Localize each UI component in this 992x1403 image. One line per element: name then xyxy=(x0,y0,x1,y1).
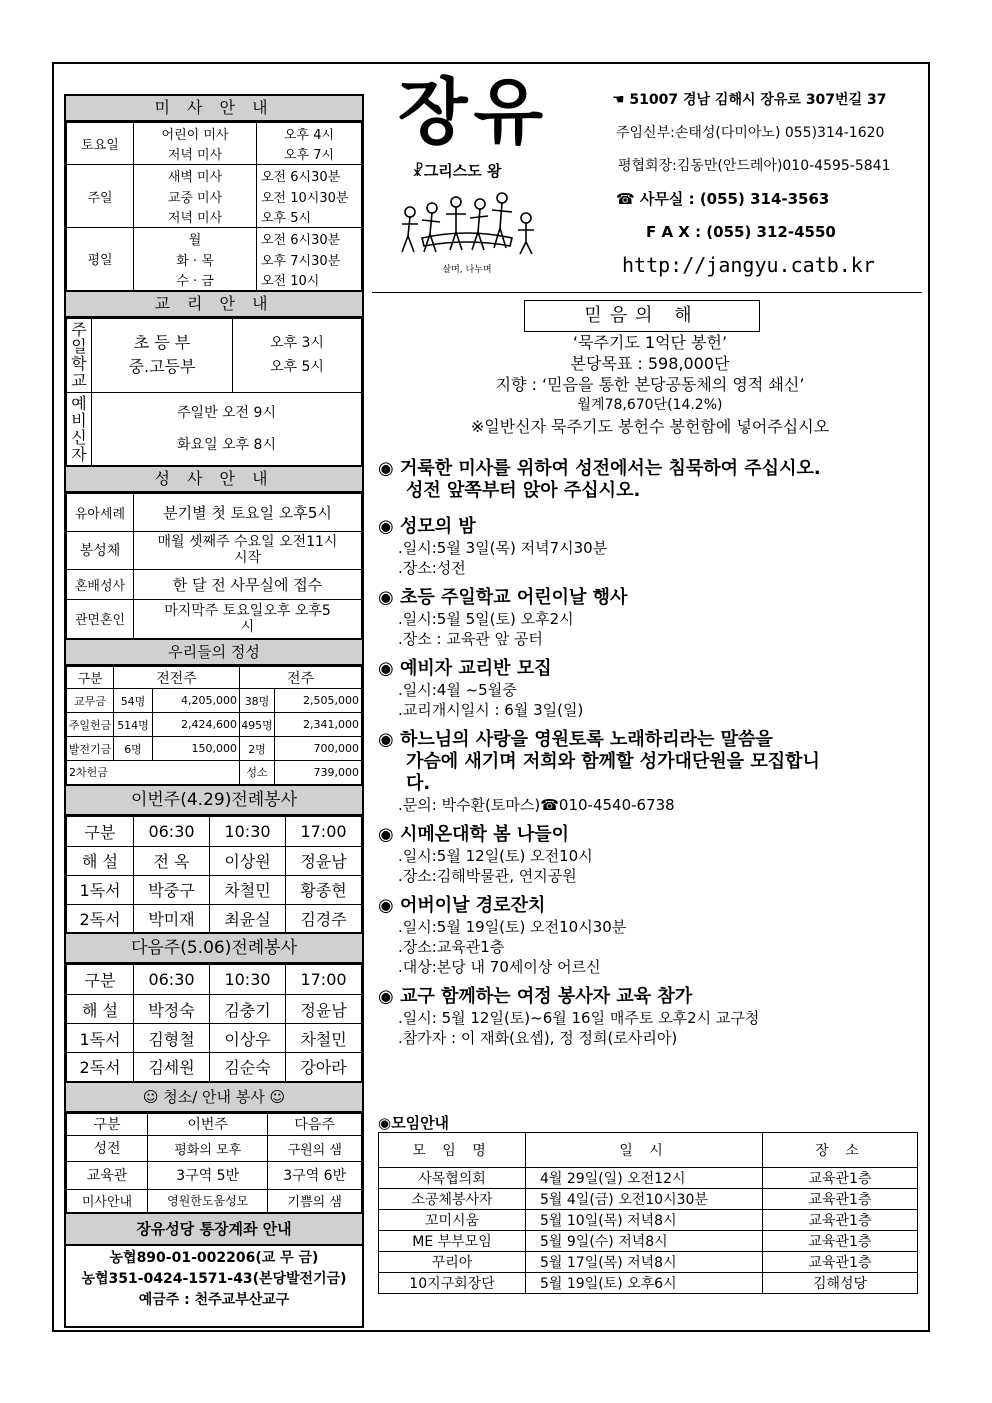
meeting-place: 교육관1층 xyxy=(763,1252,918,1273)
service-next-title: 다음주(5.06)전례봉사 xyxy=(66,934,362,964)
cleaning-title: ☺ 청소/ 안내 봉사 ☺ xyxy=(66,1083,362,1113)
cleaning-group: 기쁨의 샘 xyxy=(268,1189,362,1213)
notice-detail: .장소:성전 xyxy=(398,559,466,577)
service-person: 차철민 xyxy=(286,1024,362,1053)
service-header: 구분 xyxy=(67,816,134,846)
service-header: 06:30 xyxy=(134,965,210,995)
service-header: 10:30 xyxy=(210,965,286,995)
offering-header: 전주 xyxy=(240,667,362,689)
meetings-header: 장 소 xyxy=(763,1133,918,1168)
sacrament-label: 관면혼인 xyxy=(67,599,134,639)
notice-detail: .일시: 5월 12일(토)~6월 16일 매주토 오후2시 교구청 xyxy=(398,1009,760,1027)
service-role: 2독서 xyxy=(67,1053,134,1082)
service-person: 이상우 xyxy=(210,1024,286,1053)
mass-name: 저녁 미사 xyxy=(134,207,257,228)
website-link[interactable]: http://jangyu.catb.kr xyxy=(622,253,875,277)
account-line: 예금주 : 천주교부산교구 xyxy=(138,1292,290,1308)
service-person: 전 옥 xyxy=(134,846,210,875)
notice-detail: .일시:5월 5일(토) 오후2시 xyxy=(398,610,574,628)
office-phone: ☎ 사무실 : (055) 314-3563 xyxy=(616,190,830,208)
faith-line: ‘묵주기도 1억단 봉헌’ xyxy=(572,333,728,352)
offering-table xyxy=(66,666,362,786)
notice-title: ◉ 시메온대학 봄 나들이 xyxy=(378,824,569,845)
notice-title: ◉ 초등 주일학교 어린이날 행사 xyxy=(378,587,628,608)
notice xyxy=(378,895,918,977)
council-contact: 평협회장:김동만(안드레아)010-4595-5841 xyxy=(618,158,891,174)
service-role: 1독서 xyxy=(67,1024,134,1053)
service-this-title: 이번주(4.29)전례봉사 xyxy=(66,786,362,816)
offering-amount: 700,000 xyxy=(275,737,362,761)
meeting-time: 5월 10일(목) 저녁8시 xyxy=(526,1210,763,1231)
offering-header: 구분 xyxy=(67,667,114,689)
cleaning-table xyxy=(66,1113,362,1215)
community-drawing xyxy=(392,188,542,278)
mass-name: 새벽 미사 xyxy=(134,165,257,186)
meeting-time: 4월 29일(일) 오전12시 xyxy=(526,1168,763,1189)
meeting-place: 김해성당 xyxy=(763,1273,918,1294)
account-info xyxy=(66,1246,362,1311)
sacrament-value: 마지막주 토요일오후 오후5시 xyxy=(134,599,362,639)
mass-time: 오후 5시 xyxy=(257,207,362,228)
sacrament-title: 성 사 안 내 xyxy=(66,467,362,493)
offering-amount: 150,000 xyxy=(153,737,240,761)
faith-line: 지향 : ‘믿음을 통한 본당공동체의 영적 쇄신’ xyxy=(495,375,805,394)
divider xyxy=(372,292,922,293)
notice-detail: .장소 : 교육관 앞 공터 xyxy=(398,630,543,648)
meetings-header: 일 시 xyxy=(526,1133,763,1168)
meeting-place: 교육관1층 xyxy=(763,1231,918,1252)
cleaning-header: 이번주 xyxy=(148,1113,268,1135)
sunday-school-label: 주일학교 xyxy=(67,318,92,392)
mass-time: 오전 6시30분 xyxy=(257,228,362,249)
notice-detail: .장소:교육관1층 xyxy=(398,938,505,956)
meeting-name: 사목협의회 xyxy=(379,1168,526,1189)
notice-detail: .교리개시일시 : 6월 3일(일) xyxy=(398,701,584,719)
mass-time: 오후 7시30분 xyxy=(257,249,362,270)
mass-time: 오전 10시 xyxy=(257,270,362,291)
notice-detail: .문의: 박수환(토마스)☎010-4540-6738 xyxy=(398,796,675,814)
catechumen-class: 주일반 오전 9시 xyxy=(177,404,276,421)
parish-subtitle: ☧그리스도 왕 xyxy=(412,162,502,180)
service-next-table xyxy=(66,964,362,1083)
parish-name: 장유 xyxy=(398,69,550,154)
address: ☚ 51007 경남 김해시 장유로 307번길 37 xyxy=(612,92,887,108)
service-person: 김경주 xyxy=(286,904,362,933)
service-role: 1독서 xyxy=(67,875,134,904)
notice xyxy=(378,824,918,886)
cleaning-group: 3구역 5반 xyxy=(148,1161,268,1189)
service-person: 김형철 xyxy=(134,1024,210,1053)
meeting-name: 꾸리아 xyxy=(379,1252,526,1273)
mass-name: 수 · 금 xyxy=(134,270,257,291)
notice xyxy=(378,458,918,502)
mass-name: 저녁 미사 xyxy=(134,144,257,165)
service-person: 정윤남 xyxy=(286,846,362,875)
service-person: 김세원 xyxy=(134,1053,210,1082)
notice-title: ◉ 교구 함께하는 여정 봉사자 교육 참가 xyxy=(378,986,693,1007)
mass-name: 교중 미사 xyxy=(134,186,257,207)
meetings-title: ◉모임안내 xyxy=(378,1114,450,1132)
notice-title: ◉ 예비자 교리반 모집 xyxy=(378,658,552,679)
service-header: 17:00 xyxy=(286,816,362,846)
faith-line: 본당목표 : 598,000단 xyxy=(570,354,730,373)
notice-detail: .대상:본당 내 70세이상 어르신 xyxy=(398,958,601,976)
mass-name: 화 · 목 xyxy=(134,249,257,270)
service-person: 김충기 xyxy=(210,995,286,1024)
service-header: 17:00 xyxy=(286,965,362,995)
notice-detail: .일시:5월 3일(목) 저녁7시30분 xyxy=(398,539,608,557)
notice-title: ◉ 하느님의 사랑을 영원토록 노래하리라는 말씀을 xyxy=(378,729,773,750)
sunday-label: 주일 xyxy=(67,165,134,228)
notice xyxy=(378,516,918,578)
offering-count: 2명 xyxy=(240,737,275,761)
contact-block xyxy=(612,84,891,282)
notice-detail: .일시:4월 ~5월중 xyxy=(398,681,517,699)
doctrine-table xyxy=(66,318,362,467)
right-column xyxy=(372,64,928,1330)
notice-title: ◉ 거룩한 미사를 위하여 성전에서는 침묵하여 주십시오. xyxy=(378,458,821,479)
meeting-time: 5월 17일(목) 저녁8시 xyxy=(526,1252,763,1273)
catechumen-class: 화요일 오후 8시 xyxy=(177,436,276,453)
account-line: 농협890-01-002206(교 무 금) xyxy=(109,1250,319,1266)
offering-label: 발전기금 xyxy=(67,737,114,761)
cleaning-group: 평화의 모후 xyxy=(148,1135,268,1161)
service-role: 해 설 xyxy=(67,846,134,875)
notice-detail: .참가자 : 이 재화(요셉), 정 정희(로사리아) xyxy=(398,1029,678,1047)
mass-title: 미 사 안 내 xyxy=(66,96,362,122)
service-person: 박미재 xyxy=(134,904,210,933)
offering-count: 6명 xyxy=(114,737,153,761)
weekday-label: 평일 xyxy=(67,228,134,291)
notice xyxy=(378,986,918,1048)
service-person: 박중구 xyxy=(134,875,210,904)
offering-count: 54명 xyxy=(114,689,153,713)
meeting-place: 교육관1층 xyxy=(763,1189,918,1210)
sacrament-value: 한 달 전 사무실에 접수 xyxy=(134,569,362,599)
doctrine-title: 교 리 안 내 xyxy=(66,292,362,318)
offering-count: 38명 xyxy=(240,689,275,713)
sacrament-label: 봉성체 xyxy=(67,531,134,569)
second-collection-purpose: 성소 xyxy=(240,761,275,785)
service-person: 이상원 xyxy=(210,846,286,875)
service-header: 구분 xyxy=(67,965,134,995)
meeting-place: 교육관1층 xyxy=(763,1168,918,1189)
faith-year-title: 믿음의 해 xyxy=(524,300,760,332)
cleaning-area: 미사안내 xyxy=(67,1189,148,1213)
cleaning-header: 다음주 xyxy=(268,1113,362,1135)
service-person: 황종현 xyxy=(286,875,362,904)
offering-amount: 2,424,600 xyxy=(153,713,240,737)
cleaning-group: 3구역 6반 xyxy=(268,1161,362,1189)
service-person: 차철민 xyxy=(210,875,286,904)
notice-detail: .일시:5월 19일(토) 오전10시30분 xyxy=(398,918,627,936)
fax: F A X : (055) 312-4550 xyxy=(646,223,836,241)
account-line: 농협351-0424-1571-43(본당발전기금) xyxy=(81,1271,347,1287)
notice-title: ◉ 어버이날 경로잔치 xyxy=(378,895,546,916)
notice-detail: .장소:김해박물관, 연지공원 xyxy=(398,867,577,885)
sacrament-table xyxy=(66,493,362,641)
school-group: 중.고등부 xyxy=(128,357,196,376)
meeting-name: ME 부부모임 xyxy=(379,1231,526,1252)
catechumen-label: 예비신자 xyxy=(67,392,92,466)
notice-title-cont: 가슴에 새기며 저희와 함께할 성가대단원을 모집합니다. xyxy=(406,751,820,794)
cleaning-header: 구분 xyxy=(67,1113,148,1135)
notice xyxy=(378,658,918,720)
cleaning-area: 성전 xyxy=(67,1135,148,1161)
drawing-caption: 살며, 나누며 xyxy=(442,265,492,275)
offering-title: 우리들의 정성 xyxy=(66,640,362,666)
service-role: 2독서 xyxy=(67,904,134,933)
meeting-place: 교육관1층 xyxy=(763,1210,918,1231)
sacrament-label: 혼배성사 xyxy=(67,569,134,599)
offering-count: 514명 xyxy=(114,713,153,737)
school-time: 오후 5시 xyxy=(270,359,324,375)
service-header: 10:30 xyxy=(210,816,286,846)
mass-name: 어린이 미사 xyxy=(134,123,257,144)
notice-title: ◉ 성모의 밤 xyxy=(378,516,476,537)
offering-count: 495명 xyxy=(240,713,275,737)
offering-amount: 2,341,000 xyxy=(275,713,362,737)
account-title: 장유성당 통장계좌 안내 xyxy=(66,1214,362,1246)
mass-time: 오전 10시30분 xyxy=(257,186,362,207)
service-person: 김순숙 xyxy=(210,1053,286,1082)
faith-line: 월계78,670단(14.2%) xyxy=(577,397,723,413)
notice xyxy=(378,729,918,815)
mass-time: 오전 6시30분 xyxy=(257,165,362,186)
meeting-name: 10지구회장단 xyxy=(379,1273,526,1294)
service-person: 박정숙 xyxy=(134,995,210,1024)
pastor-contact: 주임신부:손태성(다미아노) 055)314-1620 xyxy=(616,125,885,141)
offering-amount: 4,205,000 xyxy=(153,689,240,713)
saturday-label: 토요일 xyxy=(67,123,134,165)
sacrament-value: 분기별 첫 토요일 오후5시 xyxy=(134,493,362,531)
service-this-table xyxy=(66,816,362,935)
cleaning-group: 영원한도움성모 xyxy=(148,1189,268,1213)
notice-title-cont: 성전 앞쪽부터 앉아 주십시오. xyxy=(406,480,641,501)
notices xyxy=(378,458,918,1057)
second-collection-label: 2차헌금 xyxy=(67,761,240,785)
offering-header: 전전주 xyxy=(114,667,240,689)
meeting-time: 5월 4일(금) 오전10시30분 xyxy=(526,1189,763,1210)
meetings-table xyxy=(378,1132,918,1294)
sacrament-value: 매월 셋째주 수요일 오전11시시작 xyxy=(134,531,362,569)
meetings-header: 모 임 명 xyxy=(379,1133,526,1168)
offering-label: 교무금 xyxy=(67,689,114,713)
meeting-time: 5월 19일(토) 오후6시 xyxy=(526,1273,763,1294)
second-collection-amount: 739,000 xyxy=(275,761,362,785)
left-column xyxy=(64,94,364,1328)
offering-label: 주일헌금 xyxy=(67,713,114,737)
cleaning-area: 교육관 xyxy=(67,1161,148,1189)
meeting-name: 꼬미시움 xyxy=(379,1210,526,1231)
offering-amount: 2,505,000 xyxy=(275,689,362,713)
service-role: 해 설 xyxy=(67,995,134,1024)
faith-line: ※일반신자 묵주기도 봉헌수 봉헌함에 넣어주십시오 xyxy=(470,417,830,436)
service-person: 최윤실 xyxy=(210,904,286,933)
mass-name: 월 xyxy=(134,228,257,249)
sacrament-label: 유아세례 xyxy=(67,493,134,531)
faith-year-info xyxy=(372,332,928,437)
bulletin-page xyxy=(52,62,930,1332)
mass-table xyxy=(66,122,362,292)
service-header: 06:30 xyxy=(134,816,210,846)
meeting-name: 소공체봉사자 xyxy=(379,1189,526,1210)
notice xyxy=(378,587,918,649)
mass-time: 오후 4시 xyxy=(257,123,362,144)
cleaning-group: 구원의 샘 xyxy=(268,1135,362,1161)
school-time: 오후 3시 xyxy=(270,335,324,351)
meeting-time: 5월 9일(수) 저녁8시 xyxy=(526,1231,763,1252)
service-person: 강아라 xyxy=(286,1053,362,1082)
notice-detail: .일시:5월 12일(토) 오전10시 xyxy=(398,847,593,865)
service-person: 정윤남 xyxy=(286,995,362,1024)
mass-time: 오후 7시 xyxy=(257,144,362,165)
school-group: 초 등 부 xyxy=(133,333,191,352)
